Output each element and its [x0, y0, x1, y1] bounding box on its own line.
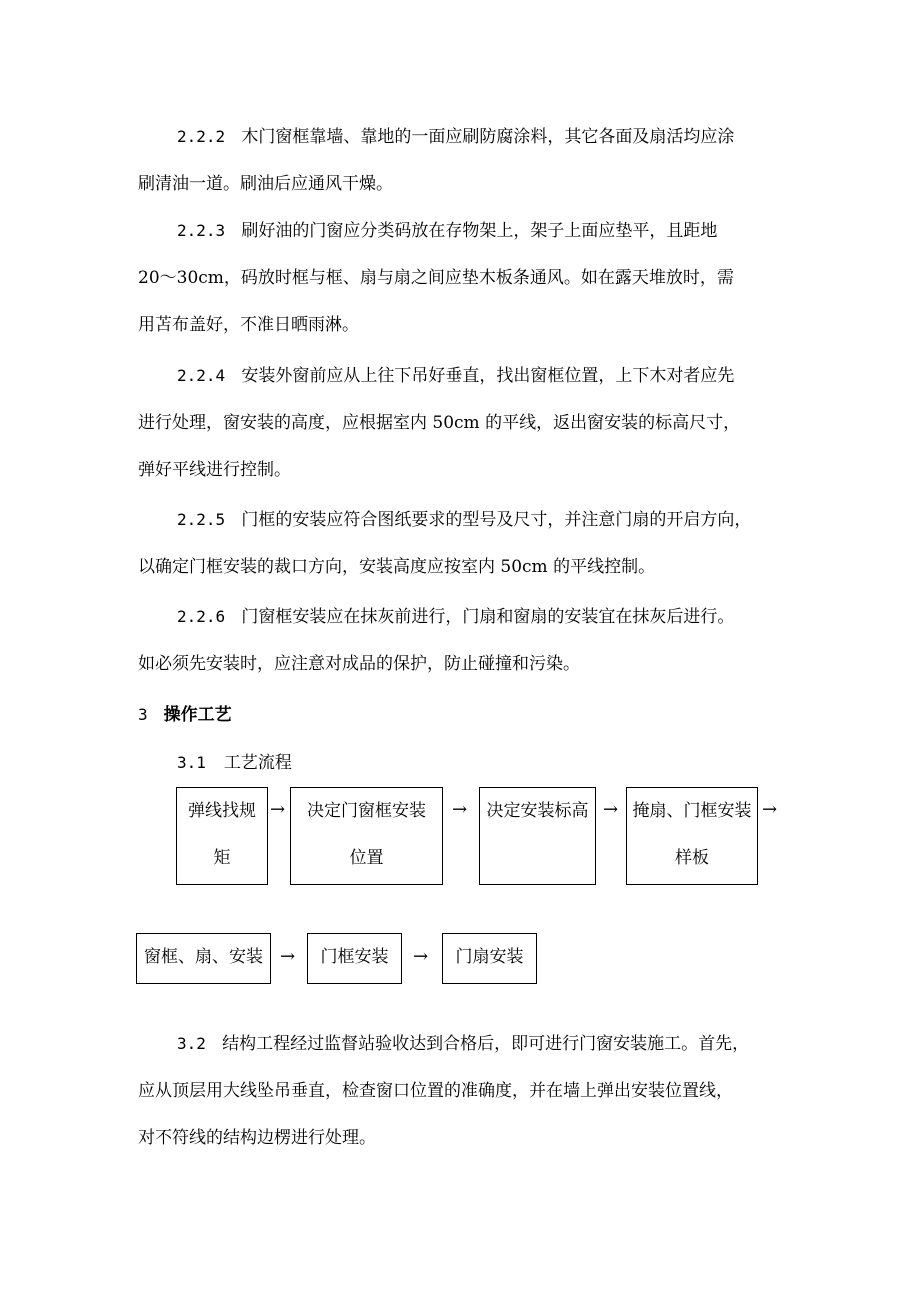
paragraph-number: 2.2.3	[177, 221, 226, 240]
paragraph-text: 安装外窗前应从上往下吊好垂直，找出窗框位置，上下木对者应先	[241, 366, 735, 386]
paragraph-2-2-5	[138, 496, 788, 591]
flow-step-line: 门扇安装	[455, 947, 524, 967]
paragraph-text: 刷好油的门窗应分类码放在存物架上，架子上面应垫平，且距地	[241, 221, 718, 241]
paragraph-number: 2.2.5	[177, 510, 226, 529]
subsection-number: 3.1	[177, 753, 206, 772]
flow-arrow: →	[280, 946, 296, 967]
flow-step-line: 矩	[213, 848, 231, 868]
flow-step-line: 窗框、扇、安装	[144, 947, 263, 967]
paragraph-2-2-4	[138, 352, 788, 494]
paragraph-line: 对不符线的结构边楞进行处理。	[138, 1128, 376, 1148]
flow-step-line: 位置	[349, 848, 384, 868]
flow-arrow: →	[413, 946, 429, 967]
flow-step-box	[290, 787, 443, 885]
paragraph-number: 2.2.2	[177, 127, 226, 146]
paragraph-2-2-2	[138, 113, 788, 208]
subsection-title: 工艺流程	[223, 753, 292, 773]
paragraph-2-2-6	[138, 593, 788, 688]
flow-step-box	[307, 933, 402, 984]
paragraph-text: 结构工程经过监督站验收达到合格后，即可进行门窗安装施工。首先，	[222, 1034, 750, 1054]
paragraph-line: 刷清油一道。刷油后应通风干燥。	[138, 174, 393, 194]
flow-arrow: →	[603, 799, 619, 820]
flow-step-line: 掩扇、门框安装	[632, 801, 752, 821]
paragraph-number: 2.2.4	[177, 366, 226, 385]
paragraph-number: 3.2	[177, 1034, 206, 1053]
flow-arrow: →	[762, 799, 778, 820]
section-heading	[138, 700, 232, 725]
paragraph-line: 用苫布盖好，不准日晒雨淋。	[138, 315, 359, 335]
flow-arrow: →	[270, 799, 286, 820]
paragraph-line: 应从顶层用大线坠吊垂直，检查窗口位置的准确度，并在墙上弹出安装位置线，	[138, 1081, 733, 1101]
flow-step-line: 样板	[675, 848, 709, 868]
paragraph-text: 木门窗框靠墙、靠地的一面应刷防腐涂料，其它各面及扇活均应涂	[241, 127, 735, 147]
paragraph-text: 门窗框安装应在抹灰前进行，门扇和窗扇的安装宜在抹灰后进行。	[241, 607, 735, 627]
flow-step-line: 门框安装	[320, 947, 389, 967]
paragraph-line: 如必须先安装时，应注意对成品的保护，防止碰撞和污染。	[138, 654, 580, 674]
paragraph-number: 2.2.6	[177, 607, 226, 626]
flow-step-box	[136, 933, 271, 984]
paragraph-text: 门框的安装应符合图纸要求的型号及尺寸，并注意门扇的开启方向，	[241, 510, 752, 530]
paragraph-3-2	[138, 1020, 788, 1162]
flow-step-box	[626, 787, 758, 885]
flow-arrow: →	[452, 799, 468, 820]
flow-step-line: 弹线找规	[188, 801, 256, 821]
flow-step-line: 决定门窗框安装	[307, 801, 426, 821]
paragraph-line: 进行处理，窗安装的高度，应根据室内 50cm 的平线，返出窗安装的标高尺寸，	[138, 413, 741, 433]
paragraph-line: 弹好平线进行控制。	[138, 460, 291, 480]
section-number: 3	[138, 705, 148, 724]
subsection-heading	[177, 748, 292, 773]
section-title: 操作工艺	[163, 705, 232, 725]
flow-step-box	[479, 787, 596, 885]
flow-step-box	[176, 787, 268, 885]
flow-step-box	[442, 933, 537, 984]
paragraph-line: 20～30cm，码放时框与框、扇与扇之间应垫木板条通风。如在露天堆放时，需	[138, 268, 734, 288]
paragraph-line: 以确定门框安装的裁口方向，安装高度应按室内 50cm 的平线控制。	[138, 557, 656, 577]
flow-step-line: 决定安装标高	[486, 801, 589, 821]
paragraph-2-2-3	[138, 207, 788, 349]
